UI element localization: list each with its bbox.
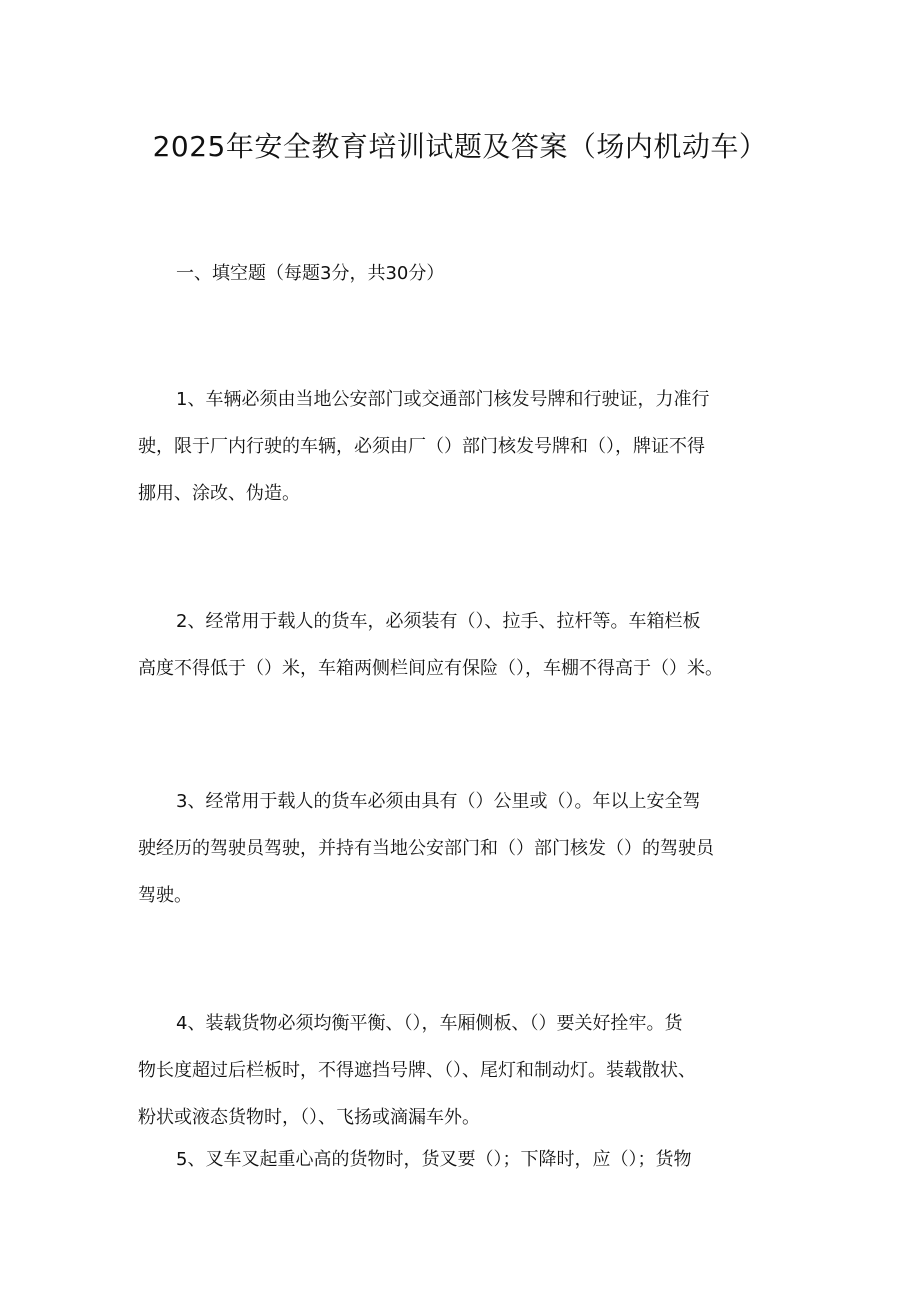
question-line: 驾驶。 [138, 885, 192, 906]
section-heading: 一、填空题（每题3分，共30分） [176, 263, 445, 284]
question-line: 2、经常用于载人的货车，必须装有（）、拉手、拉杆等。车箱栏板 [176, 611, 701, 632]
question-line: 物长度超过后栏板时，不得遮挡号牌、（）、尾灯和制动灯。装载散状、 [138, 1060, 696, 1081]
question-line: 5、叉车叉起重心高的货物时，货叉要（）；下降时，应（）；货物 [176, 1149, 692, 1170]
question-4 [138, 1000, 788, 1141]
question-5 [138, 1136, 788, 1183]
question-2 [138, 598, 788, 692]
question-3 [138, 778, 788, 919]
question-line: 3、经常用于载人的货车必须由具有（）公里或（）。年以上安全驾 [176, 791, 701, 812]
question-line: 粉状或液态货物时，（）、飞扬或滴漏车外。 [138, 1107, 480, 1128]
question-line: 驶，限于厂内行驶的车辆，必须由厂（）部门核发号牌和（），牌证不得 [138, 436, 705, 457]
question-line: 驶经历的驾驶员驾驶，并持有当地公安部门和（）部门核发（）的驾驶员 [138, 838, 714, 859]
question-line: 1、车辆必须由当地公安部门或交通部门核发号牌和行驶证，力准行 [176, 389, 710, 410]
question-line: 4、装载货物必须均衡平衡、（），车厢侧板、（）要关好拴牢。货 [176, 1013, 683, 1034]
question-line: 高度不得低于（）米，车箱两侧栏间应有保险（），车棚不得高于（）米。 [138, 658, 723, 679]
question-line: 挪用、涂改、伪造。 [138, 483, 300, 504]
question-1 [138, 376, 788, 517]
document-title: 2025年安全教育培训试题及答案（场内机动车） [152, 130, 768, 163]
